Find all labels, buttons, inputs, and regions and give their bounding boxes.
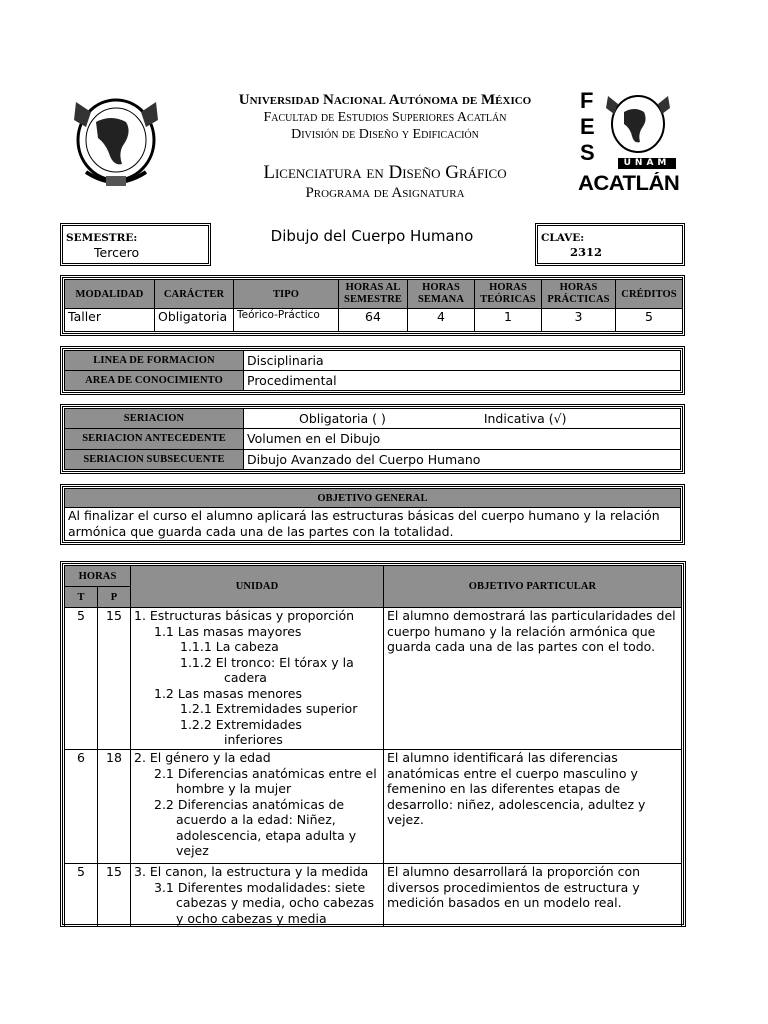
unit-line: 3.1 Diferentes modalidades: siete: [154, 879, 366, 895]
unit-line: cabezas y media, ocho cabezas: [176, 895, 375, 910]
seriacion-table: [60, 404, 685, 474]
objective-line: vejez.: [387, 812, 424, 827]
division-name: División de Diseño y Edificación: [291, 127, 479, 142]
course-title: Dibujo del Cuerpo Humano: [270, 227, 474, 245]
unit-line: acuerdo a la edad: Niñez,: [176, 812, 336, 827]
objective-line: anatómicas entre el cuerpo masculino y: [387, 765, 638, 781]
unit-row: [65, 750, 682, 864]
objective-line: medición basados en un modelo real.: [387, 895, 622, 910]
semestre-label: SEMESTRE:: [66, 232, 138, 244]
seriacion-subsecuente-value: Dibujo Avanzado del Cuerpo Humano: [244, 449, 681, 469]
unit-line: 1.2.1 Extremidades superior: [180, 701, 358, 716]
objetivo-general-table: [60, 484, 685, 545]
value-horas-teoricas: 1: [475, 309, 542, 332]
clave-box: [535, 223, 685, 266]
fes-letter-f: F: [580, 88, 594, 113]
objective-line: femenino en las diferentes etapas de: [387, 781, 621, 796]
unit-p-hours: 15: [98, 864, 131, 927]
linea-formacion-label: LINEA DE FORMACION: [65, 351, 244, 371]
fes-letter-s: S: [580, 140, 595, 165]
info-header-row: [65, 280, 683, 309]
value-horas-semestre: 64: [339, 309, 408, 332]
seriacion-antecedente-label: SERIACION ANTECEDENTE: [65, 429, 244, 449]
objetivo-general-line: armónica que guarda cada una de las partes con la totalidad.: [68, 524, 454, 539]
unit-objective: [384, 750, 682, 864]
objective-line: El alumno desarrollará la proporción con: [387, 864, 641, 879]
p-header: P: [98, 587, 131, 608]
semestre-value: Tercero: [94, 245, 140, 260]
clave-value: 2312: [570, 245, 603, 259]
value-modalidad: Taller: [65, 309, 155, 332]
header-tipo: TIPO: [234, 280, 339, 309]
unit-objective: [384, 608, 682, 750]
unam-shield-logo: [66, 92, 166, 192]
fes-acatlan-logo: [578, 90, 678, 200]
course-info-table: [60, 275, 685, 336]
unit-line: inferiores: [224, 732, 283, 747]
objective-line: cuerpo humano y la relación armónica que: [387, 623, 656, 639]
university-name: Universidad Nacional Autónoma de México: [238, 92, 532, 108]
objetivo-particular-header: OBJETIVO PARTICULAR: [384, 566, 682, 608]
header-creditos: CRÉDITOS: [616, 280, 683, 309]
header-modalidad: MODALIDAD: [65, 280, 155, 309]
unit-line: vejez: [176, 843, 209, 858]
objective-line: El alumno identificará las diferencias: [387, 750, 618, 765]
semestre-box: [60, 223, 211, 266]
unit-line: 3. El canon, la estructura y la medida: [134, 864, 369, 879]
seriacion-subsecuente-label: SERIACION SUBSECUENTE: [65, 449, 244, 469]
unit-content: [131, 750, 384, 864]
t-header: T: [65, 587, 98, 608]
value-caracter: Obligatoria: [155, 309, 234, 332]
objective-line: El alumno demostrará las particularidades del: [387, 608, 676, 623]
unit-row: [65, 608, 682, 750]
unit-line: 2.2 Diferencias anatómicas de: [154, 796, 345, 812]
value-creditos: 5: [616, 309, 683, 332]
header-horas-practicas: HORAS PRÁCTICAS: [542, 280, 616, 309]
units-table: [60, 561, 686, 927]
linea-formacion-value: Disciplinaria: [244, 351, 681, 371]
objective-line: diversos procedimientos de estructura y: [387, 879, 640, 895]
unit-p-hours: 18: [98, 750, 131, 864]
value-horas-practicas: 3: [542, 309, 616, 332]
area-conocimiento-label: AREA DE CONOCIMIENTO: [65, 371, 244, 391]
unit-line: y ocho cabezas y media: [176, 910, 327, 926]
seriacion-antecedente-value: Volumen en el Dibujo: [244, 429, 681, 449]
objetivo-general-text: [65, 508, 681, 541]
faculty-name: Facultad de Estudios Superiores Acatlán: [263, 110, 507, 125]
unit-t-hours: 5: [65, 864, 98, 927]
header-horas-teoricas: HORAS TEÓRICAS: [475, 280, 542, 309]
value-horas-semana: 4: [408, 309, 475, 332]
unit-line: 1.1.1 La cabeza: [180, 639, 279, 654]
unam-mark: UNAM: [618, 158, 676, 169]
acatlan-wordmark: ACATLÁN: [578, 172, 680, 195]
header-horas-semestre: HORAS AL SEMESTRE: [339, 280, 408, 309]
unit-line: 2.1 Diferencias anatómicas entre el: [154, 765, 377, 781]
unit-line: 1.1 Las masas mayores: [154, 623, 302, 639]
program-title: Programa de Asignatura: [305, 185, 465, 201]
info-value-row: [65, 309, 683, 332]
unit-p-hours: 15: [98, 608, 131, 750]
unit-line: 1. Estructuras básicas y proporción: [134, 608, 355, 623]
seriacion-label: SERIACION: [65, 409, 244, 429]
unit-t-hours: 6: [65, 750, 98, 864]
header-horas-semana: HORAS SEMANA: [408, 280, 475, 309]
unit-objective: [384, 864, 682, 927]
seriacion-indicativa: Indicativa (√): [483, 411, 567, 427]
unit-line: 1.2 Las masas menores: [154, 685, 302, 701]
header-caracter: CARÁCTER: [155, 280, 234, 309]
objetivo-general-label: OBJETIVO GENERAL: [65, 489, 681, 508]
objective-line: desarrollo: niñez, adolescencia, adultez y: [387, 796, 646, 812]
unit-line: hombre y la mujer: [176, 781, 292, 796]
unit-line: 1.1.2 El tronco: El tórax y la: [180, 654, 354, 670]
objective-line: guarda cada una de las partes con el todo.: [387, 639, 656, 654]
unit-t-hours: 5: [65, 608, 98, 750]
unit-line: adolescencia, etapa adulta y: [176, 827, 357, 843]
unit-content: [131, 864, 384, 927]
formacion-table: [60, 346, 685, 395]
unit-line: 2. El género y la edad: [134, 750, 271, 765]
objetivo-general-line: Al finalizar el curso el alumno aplicará las estructuras básicas del cuerpo humano y la relación: [68, 508, 660, 523]
unit-line: 1.2.2 Extremidades: [180, 716, 302, 732]
horas-header: HORAS: [65, 566, 131, 587]
seriacion-options: [244, 409, 681, 429]
unit-content: [131, 608, 384, 750]
fes-shield-icon: [602, 90, 674, 162]
value-tipo: Teórico-Práctico: [234, 309, 339, 332]
degree-name: Licenciatura en Diseño Gráfico: [263, 162, 507, 183]
unidad-header: UNIDAD: [131, 566, 384, 608]
clave-label: CLAVE:: [541, 232, 585, 244]
area-conocimiento-value: Procedimental: [244, 371, 681, 391]
unit-row: [65, 864, 682, 927]
seriacion-obligatoria: Obligatoria ( ): [299, 411, 386, 427]
unit-line: cadera: [224, 670, 267, 685]
fes-letter-e: E: [580, 114, 595, 139]
